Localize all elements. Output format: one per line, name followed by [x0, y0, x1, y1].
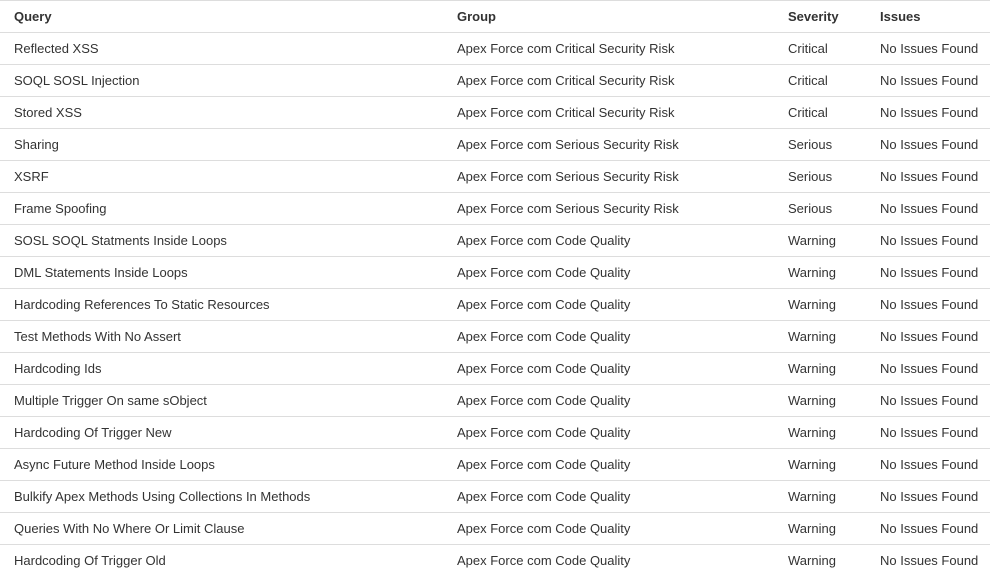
table-row — [0, 321, 990, 353]
cell-severity: Warning — [774, 385, 865, 417]
column-header-issues: Issues — [865, 1, 990, 33]
cell-query: Frame Spoofing — [0, 193, 443, 225]
cell-group: Apex Force com Code Quality — [443, 321, 774, 353]
cell-severity: Warning — [774, 449, 865, 481]
cell-issues: No Issues Found — [865, 193, 990, 225]
cell-severity: Serious — [774, 161, 865, 193]
table-row — [0, 481, 990, 513]
cell-severity: Serious — [774, 129, 865, 161]
cell-issues: No Issues Found — [865, 289, 990, 321]
column-header-severity: Severity — [774, 1, 865, 33]
table-row — [0, 33, 990, 65]
table-header — [0, 1, 990, 33]
cell-group: Apex Force com Code Quality — [443, 353, 774, 385]
cell-severity: Warning — [774, 225, 865, 257]
table-row — [0, 225, 990, 257]
cell-issues: No Issues Found — [865, 417, 990, 449]
cell-group: Apex Force com Code Quality — [443, 481, 774, 513]
cell-query: Bulkify Apex Methods Using Collections In Methods — [0, 481, 443, 513]
table-row — [0, 545, 990, 577]
cell-group: Apex Force com Critical Security Risk — [443, 33, 774, 65]
results-table — [0, 1, 990, 576]
cell-query: Multiple Trigger On same sObject — [0, 385, 443, 417]
column-header-group: Group — [443, 1, 774, 33]
table-row — [0, 129, 990, 161]
cell-issues: No Issues Found — [865, 321, 990, 353]
column-header-query: Query — [0, 1, 443, 33]
cell-group: Apex Force com Code Quality — [443, 513, 774, 545]
table-row — [0, 65, 990, 97]
cell-severity: Warning — [788, 553, 836, 568]
cell-issues: No Issues Found — [865, 449, 990, 481]
table-body — [0, 33, 990, 577]
cell-query: SOSL SOQL Statments Inside Loops — [0, 225, 443, 257]
cell-query: Stored XSS — [0, 97, 443, 129]
cell-group: Apex Force com Serious Security Risk — [443, 129, 774, 161]
cell-severity: Warning — [774, 353, 865, 385]
cell-query: Reflected XSS — [0, 33, 443, 65]
cell-severity: Warning — [774, 417, 865, 449]
cell-query: Hardcoding Of Trigger New — [0, 417, 443, 449]
cell-query: Queries With No Where Or Limit Clause — [0, 513, 443, 545]
cell-query: Sharing — [0, 129, 443, 161]
cell-issues: No Issues Found — [865, 385, 990, 417]
cell-severity: Critical — [774, 97, 865, 129]
cell-query: Hardcoding Ids — [0, 353, 443, 385]
cell-query: SOQL SOSL Injection — [0, 65, 443, 97]
cell-group: Apex Force com Code Quality — [443, 257, 774, 289]
table-row — [0, 193, 990, 225]
cell-query: Hardcoding References To Static Resources — [0, 289, 443, 321]
cell-group: Apex Force com Code Quality — [443, 417, 774, 449]
cell-issues: No Issues Found — [880, 553, 979, 568]
table-row — [0, 257, 990, 289]
cell-issues: No Issues Found — [865, 481, 990, 513]
cell-severity: Warning — [774, 289, 865, 321]
cell-issues: No Issues Found — [865, 161, 990, 193]
table-row — [0, 385, 990, 417]
cell-query: XSRF — [0, 161, 443, 193]
cell-severity: Warning — [774, 481, 865, 513]
table-row — [0, 289, 990, 321]
table-row — [0, 97, 990, 129]
header-row — [0, 1, 990, 33]
cell-issues: No Issues Found — [865, 353, 990, 385]
cell-group: Apex Force com Serious Security Risk — [443, 193, 774, 225]
cell-issues: No Issues Found — [865, 65, 990, 97]
cell-group: Apex Force com Code Quality — [443, 225, 774, 257]
cell-query: Hardcoding Of Trigger Old — [14, 553, 166, 568]
table-row — [0, 353, 990, 385]
cell-issues: No Issues Found — [865, 97, 990, 129]
cell-issues: No Issues Found — [865, 225, 990, 257]
table-row — [0, 417, 990, 449]
table-row — [0, 449, 990, 481]
cell-group: Apex Force com Serious Security Risk — [443, 161, 774, 193]
cell-query: DML Statements Inside Loops — [0, 257, 443, 289]
cell-group: Apex Force com Code Quality — [443, 449, 774, 481]
cell-issues: No Issues Found — [865, 33, 990, 65]
cell-issues: No Issues Found — [865, 257, 990, 289]
cell-severity: Warning — [774, 321, 865, 353]
cell-group: Apex Force com Code Quality — [457, 553, 631, 568]
cell-query: Test Methods With No Assert — [0, 321, 443, 353]
cell-severity: Critical — [774, 65, 865, 97]
cell-group: Apex Force com Critical Security Risk — [443, 65, 774, 97]
cell-group: Apex Force com Code Quality — [443, 289, 774, 321]
table-row — [0, 513, 990, 545]
cell-severity: Critical — [774, 33, 865, 65]
cell-severity: Warning — [774, 513, 865, 545]
cell-query: Async Future Method Inside Loops — [0, 449, 443, 481]
cell-severity: Warning — [774, 257, 865, 289]
cell-issues: No Issues Found — [865, 513, 990, 545]
cell-severity: Serious — [774, 193, 865, 225]
cell-group: Apex Force com Code Quality — [443, 385, 774, 417]
cell-group: Apex Force com Critical Security Risk — [443, 97, 774, 129]
cell-issues: No Issues Found — [865, 129, 990, 161]
table-row — [0, 161, 990, 193]
